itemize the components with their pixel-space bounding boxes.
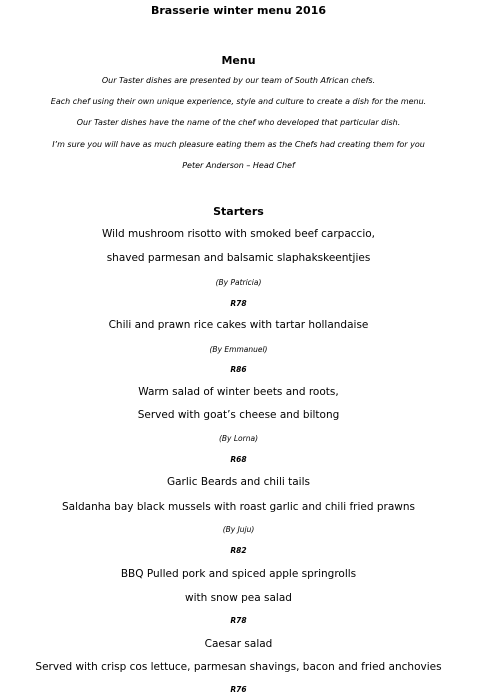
dish-line: with snow pea salad [185, 592, 292, 604]
dish-line: Served with goat’s cheese and biltong [137, 409, 340, 421]
dish-chef: (By Emmanuel) [209, 345, 268, 354]
dish-line: Garlic Beards and chili tails [166, 476, 310, 488]
dish-price: R78 [230, 299, 247, 308]
dish-line: Wild mushroom risotto with smoked beef carpaccio, [102, 228, 375, 240]
dish-line: Served with crisp cos lettuce, parmesan shavings, bacon and fried anchovies [35, 661, 442, 673]
dish-line: shaved parmesan and balsamic slaphakskeentjies [106, 252, 371, 264]
intro-line: Our Taster dishes are presented by our team of South African chefs. [101, 76, 376, 85]
intro-line: Our Taster dishes have the name of the chef who developed that particular dish. [76, 118, 401, 127]
menu-heading: Menu [221, 54, 256, 67]
dish-chef: (By Lorna) [218, 434, 259, 443]
dish-line: Caesar salad [204, 638, 273, 650]
dish-chef: (By Juju) [222, 525, 255, 534]
dish-line: Saldanha bay black mussels with roast garlic and chili fried prawns [61, 501, 416, 513]
menu-title: Brasserie winter menu 2016 [150, 4, 327, 17]
head-chef-signature: Peter Anderson – Head Chef [182, 161, 295, 170]
dish-price: R68 [230, 455, 247, 464]
dish-chef: (By Patricia) [215, 278, 262, 287]
dish-line: Chili and prawn rice cakes with tartar hollandaise [108, 319, 369, 331]
starters-heading: Starters [213, 205, 264, 218]
dish-line: Warm salad of winter beets and roots, [138, 386, 339, 398]
intro-line: Each chef using their own unique experience, style and culture to create a dish for the menu. [50, 97, 427, 106]
intro-line: I’m sure you will have as much pleasure eating them as the Chefs had creating them for you [52, 140, 425, 149]
dish-price: R76 [230, 685, 247, 694]
dish-line: BBQ Pulled pork and spiced apple springrolls [120, 568, 357, 580]
dish-price: R82 [230, 546, 247, 555]
dish-price: R78 [230, 616, 247, 625]
dish-price: R86 [230, 365, 247, 374]
